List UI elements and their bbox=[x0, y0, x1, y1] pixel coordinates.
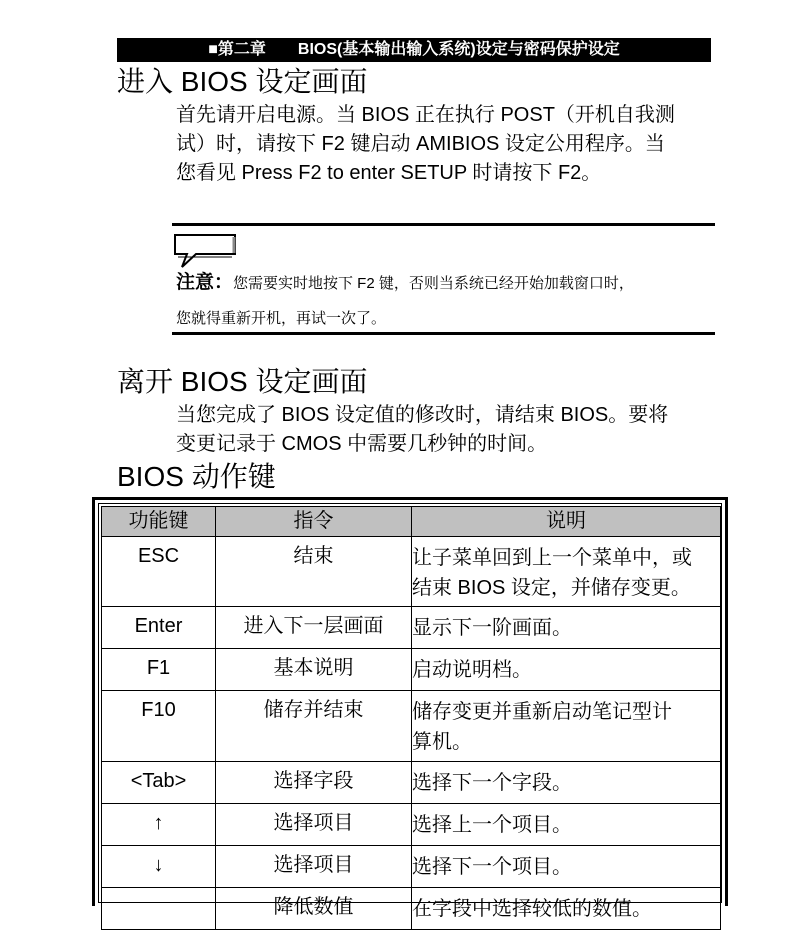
key-cell: F10 bbox=[102, 691, 216, 762]
table-row bbox=[102, 888, 721, 930]
command-cell: 选择项目 bbox=[216, 846, 412, 888]
enter-bios-paragraph bbox=[176, 101, 716, 188]
command-cell: 选择项目 bbox=[216, 804, 412, 846]
table-row bbox=[102, 607, 721, 649]
paragraph-line: 首先请开启电源。当 BIOS 正在执行 POST（开机自我测 bbox=[176, 104, 675, 126]
action-keys-table bbox=[101, 506, 721, 930]
chapter-header: ■第二章 BIOS(基本输出输入系统)设定与密码保护设定 bbox=[117, 38, 711, 62]
key-cell: F1 bbox=[102, 649, 216, 691]
description-line: 算机。 bbox=[412, 731, 472, 753]
down-arrow-key-cell: ↓ bbox=[102, 846, 216, 888]
key-cell bbox=[102, 888, 216, 930]
description-line: 选择上一个项目。 bbox=[412, 814, 572, 836]
key-cell: <Tab> bbox=[102, 762, 216, 804]
description-cell bbox=[412, 762, 721, 804]
description-line: 让子菜单回到上一个菜单中，或 bbox=[412, 547, 692, 569]
table-row bbox=[102, 691, 721, 762]
table-row bbox=[102, 537, 721, 607]
section-title-action-keys: BIOS 动作键 bbox=[117, 461, 276, 492]
table-row bbox=[102, 804, 721, 846]
note-bottom-rule bbox=[172, 332, 715, 335]
header-key: 功能键 bbox=[102, 507, 216, 537]
paragraph-line: 当您完成了 BIOS 设定值的修改时，请结束 BIOS。要将 bbox=[176, 404, 669, 426]
description-cell bbox=[412, 846, 721, 888]
table-row bbox=[102, 762, 721, 804]
command-cell: 进入下一层画面 bbox=[216, 607, 412, 649]
header-description: 说明 bbox=[412, 507, 721, 537]
command-cell: 结束 bbox=[216, 537, 412, 607]
table-row bbox=[102, 846, 721, 888]
exit-bios-paragraph bbox=[176, 401, 716, 459]
description-line: 显示下一阶画面。 bbox=[412, 617, 572, 639]
description-cell bbox=[412, 607, 721, 649]
up-arrow-key-cell: ↑ bbox=[102, 804, 216, 846]
command-cell: 基本说明 bbox=[216, 649, 412, 691]
description-line: 结束 BIOS 设定，并储存变更。 bbox=[412, 577, 691, 599]
section-title-enter-bios: 进入 BIOS 设定画面 bbox=[117, 66, 368, 97]
command-cell: 降低数值 bbox=[216, 888, 412, 930]
description-cell bbox=[412, 804, 721, 846]
note-text-2: 您就得重新开机，再试一次了。 bbox=[176, 310, 387, 327]
description-cell bbox=[412, 537, 721, 607]
note-line-1 bbox=[176, 270, 716, 297]
description-line: 启动说明档。 bbox=[412, 659, 532, 681]
description-cell bbox=[412, 888, 721, 930]
note-icon bbox=[174, 234, 238, 268]
table-header-row bbox=[102, 507, 721, 537]
description-line: 储存变更并重新启动笔记型计 bbox=[412, 701, 672, 723]
key-cell: Enter bbox=[102, 607, 216, 649]
note-top-rule bbox=[172, 223, 715, 226]
section-title-exit-bios: 离开 BIOS 设定画面 bbox=[117, 366, 368, 397]
command-cell: 储存并结束 bbox=[216, 691, 412, 762]
paragraph-line: 您看见 Press F2 to enter SETUP 时请按下 F2。 bbox=[176, 162, 602, 184]
description-cell bbox=[412, 649, 721, 691]
description-line: 在字段中选择较低的数值。 bbox=[412, 898, 652, 920]
description-line: 选择下一个字段。 bbox=[412, 772, 572, 794]
header-command: 指令 bbox=[216, 507, 412, 537]
command-cell: 选择字段 bbox=[216, 762, 412, 804]
description-cell bbox=[412, 691, 721, 762]
note-label: 注意： bbox=[176, 272, 234, 293]
description-line: 选择下一个项目。 bbox=[412, 856, 572, 878]
paragraph-line: 试）时，请按下 F2 键启动 AMIBIOS 设定公用程序。当 bbox=[176, 133, 665, 155]
table-row bbox=[102, 649, 721, 691]
key-cell: ESC bbox=[102, 537, 216, 607]
note-text-1: 您需要实时地按下 F2 键，否则当系统已经开始加载窗口时， bbox=[233, 275, 634, 292]
paragraph-line: 变更记录于 CMOS 中需要几秒钟的时间。 bbox=[176, 433, 548, 455]
